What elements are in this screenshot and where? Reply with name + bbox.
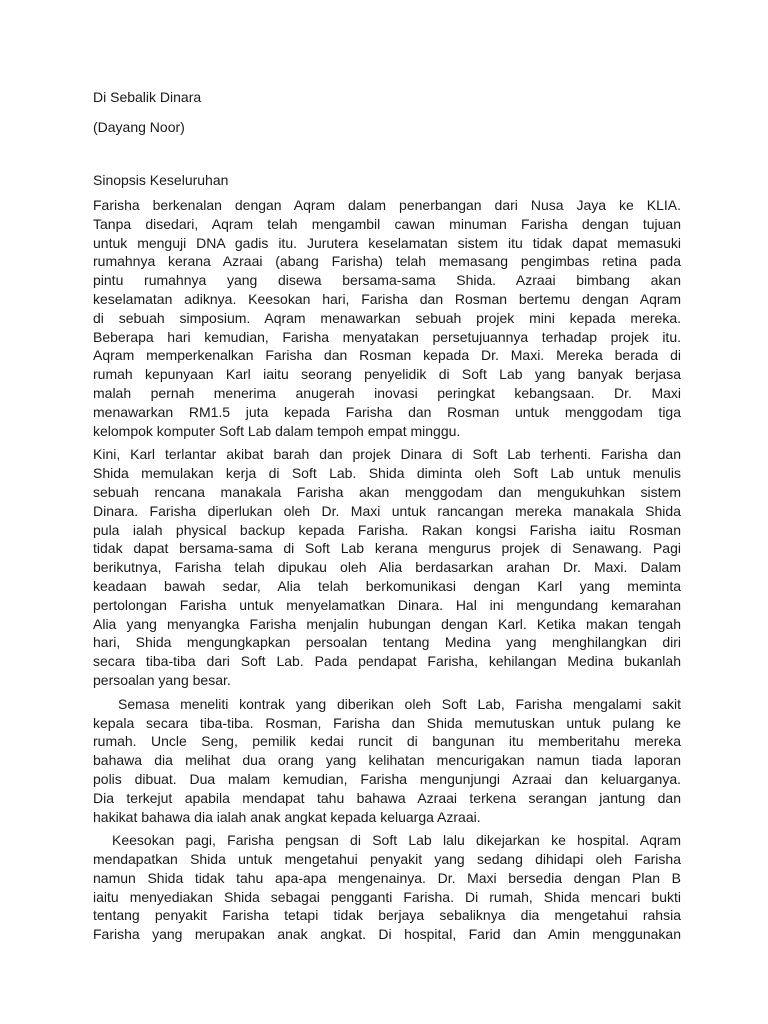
paragraph-line: malah pernah menerima anugerah inovasi peringkat kebangsaan. Dr. Maxi [93,384,681,401]
paragraph-line: kepala secara tiba-tiba. Rosman, Farisha dan Shida memutuskan untuk pulang ke [93,714,681,731]
paragraph-line: Kini, Karl terlantar akibat barah dan projek Dinara di Soft Lab terhenti. Farisha dan [93,446,681,463]
paragraph-line: tentang penyakit Farisha tetapi tidak berjaya sebaliknya dia mengetahui rahsia [93,907,681,924]
paragraph-line: Shida memulakan kerja di Soft Lab. Shida diminta oleh Soft Lab untuk menulis [93,465,681,482]
paragraph-line: secara tiba-tiba dari Soft Lab. Pada pendapat Farisha, kehilangan Medina bukanlah [93,653,681,670]
paragraph-line: Dia terkejut apabila mendapat tahu bahawa Azraai terkena serangan jantung dan [93,789,681,806]
synopsis-paragraph [93,196,681,440]
paragraph-line: rumah kepunyaan Karl iaitu seorang penyelidik di Soft Lab yang banyak berjasa [93,366,681,383]
paragraph-line: pertolongan Farisha untuk menyelamatkan Dinara. Hal ini mengundang kemarahan [93,596,681,613]
paragraph-line: Keesokan pagi, Farisha pengsan di Soft Lab lalu dikejarkan ke hospital. Aqram [112,832,681,849]
paragraph-line: hakikat bahawa dia ialah anak angkat kepada keluarga Azraai. [93,808,481,825]
paragraph-line: Dinara. Farisha diperlukan oleh Dr. Maxi untuk rancangan mereka manakala Shida [93,502,681,519]
paragraph-line: Farisha yang merupakan anak angkat. Di hospital, Farid dan Amin menggunakan [93,926,681,943]
paragraph-line: untuk menguji DNA gadis itu. Jurutera keselamatan sistem itu tidak dapat memasuki [93,234,681,251]
paragraph-line: iaitu menyediakan Shida sebagai pengganti Farisha. Di rumah, Shida mencari bukti [93,888,681,905]
paragraph-line: tidak dapat bersama-sama di Soft Lab kerana mengurus projek di Senawang. Pagi [93,540,681,557]
synopsis-paragraph [93,695,681,827]
paragraph-line: hari, Shida mengungkapkan persoalan tentang Medina yang menghilangkan diri [93,634,681,651]
paragraph-line: namun Shida tidak tahu apa-apa mengenainya. Dr. Maxi bersedia dengan Plan B [93,869,681,886]
paragraph-line: persoalan yang besar. [93,671,231,688]
paragraph-line: mendapatkan Shida untuk mengetahui penyakit yang sedang dihidapi oleh Farisha [93,851,681,868]
paragraph-line: keselamatan adiknya. Keesokan hari, Farisha dan Rosman bertemu dengan Aqram [93,290,681,307]
paragraph-line: Farisha berkenalan dengan Aqram dalam penerbangan dari Nusa Jaya ke KLIA. [93,197,681,213]
paragraph-line: kelompok komputer Soft Lab dalam tempoh empat minggu. [93,422,461,439]
paragraph-line: sebuah rencana manakala Farisha akan menggodam dan mengukuhkan sistem [93,483,681,500]
paragraph-line: di sebuah simposium. Aqram menawarkan sebuah projek mini kepada mereka. [93,309,681,326]
paragraph-line: Alia yang menyangka Farisha menjalin hubungan dengan Karl. Ketika makan tengah [93,615,681,632]
synopsis-paragraph [93,445,681,689]
paragraph-line: Semasa meneliti kontrak yang diberikan oleh Soft Lab, Farisha mengalami sakit [118,695,681,712]
paragraph-line: pintu rumahnya yang disewa bersama-sama Shida. Azraai bimbang akan [93,272,681,289]
paragraph-line: Tanpa disedari, Aqram telah mengambil cawan minuman Farisha dengan tujuan [93,215,681,232]
document-title: Di Sebalik Dinara [93,89,202,105]
paragraph-line: keadaan bawah sedar, Alia telah berkomunikasi dengan Karl yang meminta [93,577,681,594]
paragraph-line: bahawa dia melihat dua orang yang kelihatan mencurigakan namun tiada laporan [93,752,681,769]
paragraph-line: Beberapa hari kemudian, Farisha menyatakan persetujuannya terhadap projek itu. [93,328,681,345]
synopsis-body [93,196,681,949]
section-heading: Sinopsis Keseluruhan [93,172,229,188]
paragraph-line: rumah. Uncle Seng, pemilik kedai runcit di bangunan itu memberitahu mereka [93,733,681,750]
paragraph-line: rumahnya kerana Azraai (abang Farisha) telah memasang pengimbas retina pada [93,253,681,270]
paragraph-line: menawarkan RM1.5 juta kepada Farisha dan Rosman untuk menggodam tiga [93,403,681,420]
paragraph-line: pula ialah physical backup kepada Farisha. Rakan kongsi Farisha iaitu Rosman [93,521,681,538]
document-author: (Dayang Noor) [93,119,185,135]
paragraph-line: berikutnya, Farisha telah dipukau oleh Alia berdasarkan arahan Dr. Maxi. Dalam [93,559,681,576]
synopsis-paragraph [93,831,681,944]
paragraph-line: polis dibuat. Dua malam kemudian, Farisha mengunjungi Azraai dan keluarganya. [93,770,681,787]
paragraph-line: Aqram memperkenalkan Farisha dan Rosman kepada Dr. Maxi. Mereka berada di [93,347,681,364]
